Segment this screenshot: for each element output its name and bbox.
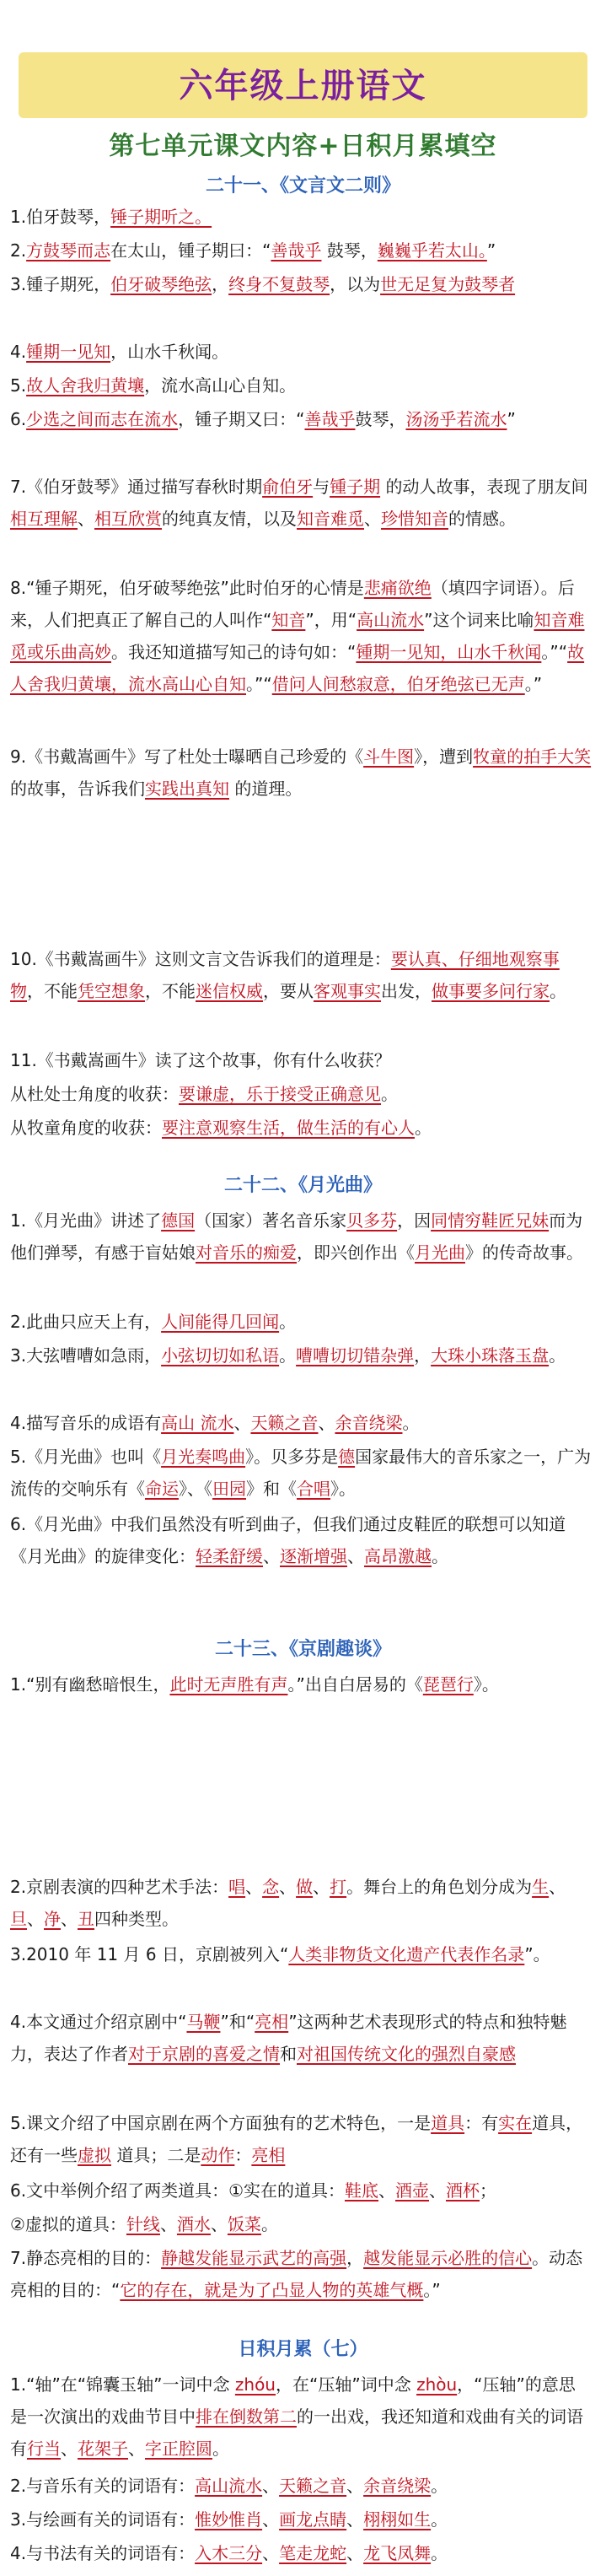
question-text: ，不能 — [145, 981, 196, 1001]
page-subtitle: 第七单元课文内容+日积月累填空 — [109, 132, 497, 161]
answer-text: 天籁之音 — [279, 2476, 347, 2496]
question-text: 道具，还有一些 — [10, 2113, 583, 2165]
list-item — [10, 2208, 592, 2240]
answer-text: 天籁之音 — [250, 1413, 319, 1433]
answer-text: 轻柔舒缓 — [196, 1546, 263, 1566]
question-text: 、 — [233, 1413, 251, 1433]
answer-text: 锺子期 — [330, 477, 381, 497]
question-text: 、 — [78, 509, 94, 529]
question-text: （国家）著名音乐家 — [195, 1210, 347, 1231]
question-text: ，流水高山心自知。 — [144, 375, 297, 396]
question-text: 9.《书戴嵩画牛》写了杜处士曝晒自己珍爱的《 — [10, 746, 364, 767]
question-text: 、 — [346, 2476, 364, 2496]
question-text: 1.“别有幽愁暗恨生， — [10, 1674, 170, 1695]
answer-text: 锺期一见知，山水千秋闻 — [356, 642, 542, 662]
answer-text: 合唱 — [297, 1479, 330, 1499]
list-item — [10, 1204, 592, 1269]
answer-text: 同情穷鞋匠兄妹 — [431, 1210, 550, 1231]
list-item — [10, 1044, 592, 1076]
answer-text: 花架子 — [78, 2439, 128, 2459]
question-text: 和 — [280, 2044, 297, 2064]
question-text: 、 — [61, 1909, 78, 1929]
section-title: 日积月累（七） — [238, 2339, 368, 2360]
question-text: 。 — [279, 1312, 297, 1332]
question-text: 4.本文通过介绍京剧中“ — [10, 2012, 187, 2032]
list-item — [10, 1668, 592, 1700]
answer-text: 道具 — [431, 2113, 465, 2133]
answer-text: 故人舍我归黄壤 — [26, 375, 145, 396]
question-text: 、 — [347, 1546, 364, 1566]
question-text: 。动态亮相的目的：“ — [10, 2248, 583, 2300]
question-text: ， — [212, 274, 229, 294]
answer-text: 要注意观察生活，做生活的有心人 — [162, 1118, 415, 1138]
list-item — [10, 403, 592, 435]
page-title: 六年级上册语文 — [179, 67, 427, 105]
question-text: 与 — [313, 477, 330, 497]
answer-text: 客观事实 — [314, 981, 381, 1001]
answer-text: 月光曲 — [415, 1242, 465, 1263]
answer-text: 大珠小珠落玉盘 — [431, 1345, 550, 1366]
answer-text: zhòu — [416, 2374, 458, 2395]
question-text: 。” — [423, 2280, 441, 2300]
answer-text: 动作 — [201, 2145, 235, 2165]
question-text: 、 — [27, 1909, 44, 1929]
answer-text: 人间能得几回闻 — [161, 1312, 280, 1332]
question-text: 、 — [549, 1877, 566, 1897]
question-text: 、 — [318, 1413, 335, 1433]
answer-text: 悲痛欲绝 — [363, 578, 432, 598]
list-item — [10, 1078, 592, 1110]
answer-text: 终身不复鼓琴 — [228, 274, 330, 294]
question-text: ②虚拟的道具： — [10, 2214, 126, 2234]
answer-text: 锺期一见知 — [26, 342, 111, 362]
answer-text: 对祖国传统文化的强烈自豪感 — [297, 2044, 516, 2064]
answer-text: 珍惜知音 — [381, 509, 448, 529]
question-text: 2.此曲只应天上有， — [10, 1312, 162, 1332]
question-text: ，“压轴”的意思是一次演出的戏曲节目中 — [10, 2374, 576, 2427]
question-text: 。 — [212, 2439, 229, 2459]
question-text: ” — [486, 240, 496, 261]
section-title: 二十三、《京剧趣谈》 — [214, 1639, 391, 1660]
answer-text: 汤汤乎若流水 — [405, 409, 507, 429]
list-item — [10, 2503, 592, 2536]
answer-text: 知音难觅 — [297, 509, 364, 529]
question-text: 、 — [429, 2180, 447, 2201]
answer-text: 它的存在，就是为了凸显人物的英雄气概 — [120, 2280, 424, 2300]
list-item — [10, 1508, 592, 1572]
list-item — [10, 2470, 592, 2502]
answer-text: 龙飞凤舞 — [363, 2543, 432, 2563]
list-item — [10, 1407, 592, 1439]
question-text: 在太山，锺子期曰：“ — [110, 240, 271, 261]
answer-text: 高昂激越 — [364, 1546, 432, 1566]
question-text: ，因 — [397, 1210, 432, 1231]
question-text: 2.京剧表演的四种艺术手法： — [10, 1877, 229, 1897]
list-item — [10, 741, 592, 805]
question-text: 。 — [402, 1413, 420, 1433]
question-text: 》的传奇故事。 — [465, 1242, 583, 1263]
question-text: 。 — [260, 2214, 278, 2234]
question-text: 的情感。 — [448, 509, 516, 529]
question-text: ，不能 — [27, 981, 78, 1001]
answer-text: 做 — [296, 1877, 314, 1897]
list-item — [10, 2369, 592, 2465]
answer-text: 高山流水 — [195, 2476, 263, 2496]
question-text: 、 — [279, 1877, 297, 1897]
answer-text: 德国 — [161, 1210, 196, 1231]
answer-text: 巍巍乎若太山。 — [377, 240, 487, 261]
list-item — [10, 234, 592, 267]
question-text: 3.与绘画有关的词语有： — [10, 2509, 196, 2530]
answer-text: 小弦切切如私语 — [161, 1345, 280, 1366]
question-text: ，山水千秋闻。 — [110, 342, 229, 362]
question-text: 4. — [10, 342, 27, 362]
question-text: 》，遭到 — [414, 746, 474, 767]
question-text: 。 — [432, 1546, 448, 1566]
answer-text: 栩栩如生 — [363, 2509, 432, 2530]
question-text: 。 — [415, 1118, 432, 1138]
question-text: 从牧童角度的收获： — [10, 1118, 162, 1138]
answer-text: 马鞭 — [186, 2012, 221, 2032]
answer-text: 入木三分 — [195, 2543, 263, 2563]
question-text: 6.文中举例介绍了两类道具：①实在的道具： — [10, 2180, 346, 2201]
question-text: ， — [414, 1345, 432, 1366]
answer-text: 嘈嘈切切错杂弹 — [296, 1345, 415, 1366]
question-text: ”和“ — [220, 2012, 255, 2032]
question-text: 1.《月光曲》讲述了 — [10, 1210, 162, 1231]
question-text: 。 — [550, 981, 566, 1001]
question-text: 。 — [431, 2476, 448, 2496]
question-text: 1.伯牙鼓琴， — [10, 207, 111, 227]
answer-text: 酒杯 — [446, 2180, 480, 2201]
question-text: 》。贝多芬是 — [245, 1447, 339, 1467]
question-text: 、 — [128, 2439, 145, 2459]
answer-text: 对于京剧的喜爱之情 — [128, 2044, 280, 2064]
answer-text: 贝多芬 — [346, 1210, 398, 1231]
question-text: ，在“压轴”词中念 — [275, 2374, 417, 2395]
answer-text: 针线 — [126, 2214, 160, 2234]
answer-text: 少选之间而志在流水 — [26, 409, 179, 429]
question-text: 从杜处士角度的收获： — [10, 1084, 179, 1104]
question-text: 》。 — [473, 1674, 499, 1695]
list-item — [10, 2107, 592, 2171]
answer-text: 字正腔圆 — [145, 2439, 212, 2459]
question-text: 。” — [524, 674, 543, 694]
question-text: 四种类型。 — [94, 1909, 179, 1929]
question-text: 、 — [210, 2214, 228, 2234]
question-text: 10.《书戴嵩画牛》这则文言文告诉我们的道理是： — [10, 949, 391, 969]
question-text: 的一出戏，我还知道和戏曲有关的词语有 — [10, 2406, 583, 2459]
answer-text: 对音乐的痴爱 — [196, 1242, 297, 1263]
question-text: 。舞台上的角色划分成为 — [346, 1877, 533, 1897]
question-text: 、 — [262, 2476, 280, 2496]
question-text: 6.《月光曲》中我们虽然没有听到曲子，但我们通过皮鞋匠的联想可以知道《月光曲》的旋律变化： — [10, 1514, 566, 1566]
answer-text: 念 — [262, 1877, 280, 1897]
question-text: 3.大弦嘈嘈如急雨， — [10, 1345, 162, 1366]
question-text: 。”出自白居易的《 — [287, 1674, 423, 1695]
answer-text: 唱 — [228, 1877, 246, 1897]
question-text: 。 — [549, 1345, 566, 1366]
answer-text: 相互欣赏 — [94, 509, 162, 529]
list-item — [10, 1441, 592, 1505]
question-text: ”。 — [524, 1944, 550, 1964]
answer-text: 鞋底 — [345, 2180, 379, 2201]
section-title: 二十二、《月光曲》 — [223, 1175, 382, 1196]
question-text: 出发， — [381, 981, 432, 1001]
question-text: ”这两种艺术表现形式的特点和独特魅力，表达了作者 — [10, 2012, 567, 2064]
answer-text: 田园 — [212, 1479, 246, 1499]
answer-text: 迷信权威 — [196, 981, 263, 1001]
question-text: 、 — [262, 2543, 280, 2563]
answer-text: 借问人间愁寂意，伯牙绝弦已无声 — [271, 674, 525, 694]
question-text: 。”“ — [246, 674, 272, 694]
question-text: 11.《书戴嵩画牛》读了这个故事，你有什么收获？ — [10, 1050, 391, 1070]
question-text: 、 — [159, 2214, 177, 2234]
question-text: 、 — [378, 2180, 396, 2201]
question-text: 、 — [61, 2439, 78, 2459]
answer-text: 斗牛图 — [363, 746, 415, 767]
question-text: 而为他们弹琴，有感于盲姑娘 — [10, 1210, 583, 1263]
answer-text: 牧童的拍手大笑 — [473, 746, 592, 767]
question-text: 8.“锺子期死，伯牙破琴绝弦”此时伯牙的心情是 — [10, 578, 364, 598]
question-text: 道具；二是 — [111, 2145, 201, 2165]
answer-text: 命运 — [145, 1479, 179, 1499]
question-text: 5.《月光曲》也叫《 — [10, 1447, 162, 1467]
answer-text: 实践出真知 — [145, 779, 229, 799]
list-item — [10, 1306, 592, 1338]
answer-text: 世无足复为鼓琴者 — [380, 274, 516, 294]
question-text: ： — [234, 2145, 252, 2165]
question-text: ”，用“ — [305, 610, 357, 630]
question-text: 。 — [431, 2543, 448, 2563]
question-text: 》和《 — [246, 1479, 297, 1499]
answer-text: 逐渐增强 — [280, 1546, 347, 1566]
question-text: ； — [480, 2180, 497, 2201]
question-text: 7.静态亮相的目的： — [10, 2248, 162, 2268]
answer-text: 画龙点睛 — [279, 2509, 347, 2530]
question-text: ，以为 — [330, 274, 381, 294]
answer-text: 净 — [44, 1909, 61, 1929]
question-text: 》、《 — [179, 1479, 212, 1499]
question-text: 、 — [245, 1877, 263, 1897]
answer-text: 琵琶行 — [422, 1674, 474, 1695]
answer-text: 虚拟 — [78, 2145, 111, 2165]
question-text: 4.描写音乐的成语有 — [10, 1413, 162, 1433]
question-text: 3.2010 年 11 月 6 日，京剧被列入“ — [10, 1944, 289, 1964]
list-item — [10, 1339, 592, 1372]
answer-text: 高山 流水 — [161, 1413, 234, 1433]
answer-text: 惟妙惟肖 — [195, 2509, 263, 2530]
answer-text: 故人舍我归黄壤，流水高山心自知 — [10, 642, 585, 694]
question-text: 。 — [279, 1345, 297, 1366]
question-text: 鼓琴， — [355, 409, 406, 429]
answer-text: 打 — [330, 1877, 347, 1897]
question-text: ：有 — [464, 2113, 499, 2133]
question-text: 、 — [313, 1877, 330, 1897]
answer-text: 此时无声胜有声 — [169, 1674, 288, 1695]
list-item — [10, 2242, 592, 2306]
list-item — [10, 369, 592, 401]
question-text: ”这个词来比喻 — [424, 610, 534, 630]
answer-text: 余音绕梁 — [363, 2476, 432, 2496]
question-text: 1.“轴”在“锦囊玉轴”一词中念 — [10, 2374, 235, 2395]
question-text: 、 — [346, 2543, 364, 2563]
question-text: 5.课文介绍了中国京剧在两个方面独有的艺术特色，一是 — [10, 2113, 432, 2133]
answer-text: 月光奏鸣曲 — [161, 1447, 246, 1467]
question-text: ，要从 — [263, 981, 314, 1001]
answer-text: 丑 — [78, 1909, 94, 1929]
list-item — [10, 201, 592, 233]
question-text: 。”“ — [541, 642, 568, 662]
answer-text: 要认真、仔细地观察事物 — [10, 949, 560, 1001]
question-text: ， — [346, 2248, 364, 2268]
question-text: 2. — [10, 240, 27, 261]
answer-text: 德 — [338, 1447, 356, 1467]
answer-text: 行当 — [27, 2439, 61, 2459]
answer-text: 亮相 — [251, 2145, 286, 2165]
answer-text: 高山流水 — [357, 610, 425, 630]
question-text: ” — [507, 409, 516, 429]
answer-text: 实在 — [498, 2113, 533, 2133]
question-text: 3.锺子期死， — [10, 274, 111, 294]
answer-text: 静越发能显示武艺的高强 — [161, 2248, 347, 2268]
answer-text: 知音难觅或乐曲高妙 — [10, 610, 585, 662]
question-text: 》。 — [330, 1479, 356, 1499]
question-text: 7.《伯牙鼓琴》通过描写春秋时期 — [10, 477, 263, 497]
answer-text: 做事要多问行家 — [432, 981, 550, 1001]
answer-text: 善哉乎 — [271, 240, 322, 261]
question-text: 、 — [262, 2509, 280, 2530]
answer-text: 排在倒数第二 — [196, 2406, 297, 2427]
list-item — [10, 1871, 592, 1935]
answer-text: 俞伯牙 — [262, 477, 314, 497]
question-text: 、 — [263, 1546, 280, 1566]
question-text: 国家最伟大的音乐家之一，广为流传的交响乐有《 — [10, 1447, 592, 1499]
question-text: 、 — [364, 509, 381, 529]
question-text: 4.与书法有关的词语有： — [10, 2543, 196, 2563]
list-item — [10, 336, 592, 368]
answer-text: 相互理解 — [10, 509, 78, 529]
question-text: 、 — [346, 2509, 364, 2530]
list-item — [10, 572, 592, 700]
answer-text: 酒壶 — [395, 2180, 430, 2201]
answer-text: 笔走龙蛇 — [279, 2543, 347, 2563]
answer-text: 越发能显示必胜的信心 — [363, 2248, 533, 2268]
answer-text: 旦 — [10, 1909, 27, 1929]
answer-text: 知音 — [271, 610, 306, 630]
question-text: 的道理。 — [229, 779, 303, 799]
list-item — [10, 268, 592, 300]
question-text: 6. — [10, 409, 27, 429]
list-item — [10, 2175, 592, 2207]
answer-text: 亮相 — [255, 2012, 289, 2032]
answer-text: 要谦虚，乐于接受正确意见 — [179, 1084, 381, 1104]
answer-text: 生 — [532, 1877, 550, 1897]
list-item — [10, 1112, 592, 1144]
list-item — [10, 943, 592, 1007]
answer-text: 凭空想象 — [78, 981, 145, 1001]
answer-text: 人类非物货文化遗产代表作名录 — [288, 1944, 525, 1964]
answer-text: 酒水 — [176, 2214, 211, 2234]
answer-text: 饭菜 — [227, 2214, 261, 2234]
question-text: ，锺子期又曰：“ — [178, 409, 305, 429]
answer-text: 余音绕梁 — [335, 1413, 403, 1433]
answer-text: 伯牙破琴绝弦 — [110, 274, 212, 294]
question-text: 鼓琴， — [321, 240, 378, 261]
question-text: 2.与音乐有关的词语有： — [10, 2476, 196, 2496]
answer-text: 善哉乎 — [304, 409, 356, 429]
question-text: 。我还知道描写知己的诗句如：“ — [111, 642, 357, 662]
question-text: 的纯真友情，以及 — [162, 509, 297, 529]
list-item — [10, 1938, 592, 1970]
list-item — [10, 2537, 592, 2569]
question-text: 的故事，告诉我们 — [10, 779, 145, 799]
list-item — [10, 471, 592, 535]
question-text: 。 — [431, 2509, 448, 2530]
question-text: 。 — [381, 1084, 398, 1104]
question-text: ，即兴创作出《 — [297, 1242, 415, 1263]
question-text: （填四字词语）。后来，人们把真正了解自己的人叫作“ — [10, 578, 575, 630]
question-text: 的动人故事，表现了朋友间 — [380, 477, 588, 497]
section-title: 二十一、《文言文二则》 — [205, 175, 400, 197]
answer-text: 锤子期听之。 — [110, 207, 212, 227]
list-item — [10, 2006, 592, 2070]
answer-text: zhóu — [234, 2374, 276, 2395]
question-text: 5. — [10, 375, 27, 396]
answer-text: 方鼓琴而志 — [26, 240, 111, 261]
